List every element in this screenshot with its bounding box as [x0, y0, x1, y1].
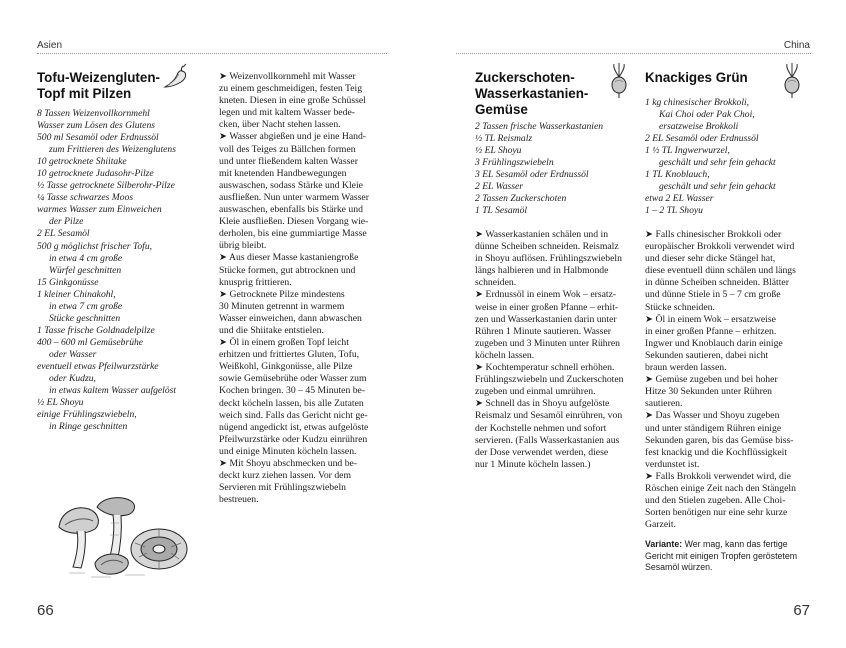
ingredient: 3 Frühlingszwiebeln [475, 157, 554, 169]
title-line: Gemüse [475, 102, 528, 117]
ingredient: 1 TL Sesamöl [475, 205, 528, 217]
instruction-line: Servieren mit Frühlingszwiebeln [219, 482, 346, 494]
ingredient: 500 g möglichst frischer Tofu, [37, 240, 153, 252]
instruction-line: Röschen einige Zeit nach den Stängeln [645, 482, 796, 494]
title-line: Topf mit Pilzen [37, 86, 132, 101]
instruction-line: schneiden. [475, 277, 517, 289]
instruction-line: ➤ Öl in einem großen Topf leicht [219, 337, 349, 349]
instruction-line: Stücke schneiden. [645, 301, 715, 313]
ingredient: 15 Ginkgonüsse [37, 276, 99, 288]
instruction-line: der Kochstelle nehmen und sofort [475, 422, 607, 434]
ingredient: 1 ½ TL Ingwerwurzel, [645, 145, 730, 157]
instruction-line: in einer großen Pfanne – erhitzen. [645, 325, 777, 337]
instruction-line: servieren. (Falls Wasserkastanien aus [475, 434, 620, 446]
ingredient: 2 EL Sesamöl oder Erdnussöl [645, 133, 759, 145]
radish-icon [782, 63, 802, 99]
instruction-line: und unter ständigem Rühren einige [645, 422, 782, 434]
title-line: Tofu-Weizengluten- [37, 70, 160, 85]
variant-text: Wer mag, kann das fertige [682, 539, 788, 549]
ingredient: 10 getrocknete Judasohr-Pilze [37, 168, 154, 180]
ingredient: 1 TL Knoblauch, [645, 169, 710, 181]
instructions [645, 229, 796, 531]
instruction-line: zugeben und 3 Minuten unter Rühren [475, 337, 621, 349]
instruction-line: ➤ Erdnussöl in einem Wok – ersatz- [475, 289, 617, 301]
instruction-line: derholen, bis eine gummiartige Masse [219, 228, 367, 240]
ingredient: 1 Tasse frische Goldnadelpilze [37, 324, 155, 336]
ingredient: Würfel geschnitten [49, 264, 122, 276]
ingredient: 500 ml Sesamöl oder Erdnussöl [37, 132, 159, 144]
running-head-rule [456, 53, 811, 54]
instruction-line: ➤ Mit Shoyu abschmecken und be- [219, 458, 358, 469]
title-line: Knackiges Grün [645, 70, 748, 85]
mushrooms-illustration [55, 493, 190, 581]
ingredient: ¼ Tasse schwarzes Moos [37, 192, 134, 204]
instruction-line: braun werden lassen. [645, 362, 727, 374]
instruction-line: nur 1 Minute köcheln lassen.) [475, 458, 591, 470]
instruction-line: köcheln lassen. [475, 349, 535, 361]
ingredient: geschält und sehr fein gehackt [659, 157, 776, 169]
instruction-line: Rühren 1 Minute sautieren. Wasser [475, 325, 611, 337]
instruction-line: diese eventuell dünn schälen und längs [645, 265, 796, 277]
instruction-line: ausfließen. Nun unter warmem Wasser [219, 191, 369, 203]
ingredient: 2 Tassen frische Wasserkastanien [475, 121, 604, 132]
instruction-line: Pfeilwurzstärke oder Kudzu einrühren [219, 433, 368, 445]
recipe-title [645, 70, 748, 86]
ingredient: ersatzweise Brokkoli [659, 121, 739, 133]
instruction-line: ➤ Öl in einem Wok – ersatzweise [645, 313, 776, 325]
instruction-line: knusprig frittieren. [219, 276, 292, 288]
instruction-line: auswaschen, ebenfalls bis Stärke und [219, 204, 363, 216]
instruction-line: voll des Teiges zu Bällchen formen [219, 143, 356, 155]
ingredient: 400 – 600 ml Gemüsebrühe [37, 336, 144, 348]
instruction-line: längs halbieren und in Halbmonde [475, 265, 609, 277]
instruction-line: Sorten benötigen nur eine sehr kurze [645, 507, 788, 519]
ingredient: in etwas kaltem Wasser aufgelöst [49, 385, 177, 397]
running-head-right: China [783, 40, 810, 51]
instruction-line: weich sind. Falls das Gericht nicht ge- [219, 409, 368, 421]
ingredient: der Pilze [49, 216, 84, 228]
instruction-line: legen und mit kaltem Wasser bede- [219, 107, 355, 119]
instruction-line: übrig bleibt. [219, 240, 267, 252]
instruction-line: Ingwer und Knoblauch darin einige [645, 337, 783, 349]
ingredient: geschält und sehr fein gehackt [659, 181, 776, 193]
instruction-line: Kleie ausfließen. Diesen Vorgang wie- [219, 216, 369, 228]
instruction-line: zen und Wasserkastanien darin unter [475, 313, 617, 325]
instruction-line: dünne Scheiben schneiden. Reismalz [475, 241, 619, 253]
variant-label: Variante: [645, 539, 683, 549]
instruction-line: fest knackig und die Kochflüssigkeit [645, 446, 788, 458]
instruction-line: bestreuen. [219, 494, 259, 506]
instruction-line: 30 Minuten getrennt in warmem [219, 300, 345, 312]
ingredient-list [475, 121, 603, 217]
ingredient: 8 Tassen Weizenvollkornmehl [37, 108, 150, 119]
instruction-line: deckt kurz ziehen lassen. Vor dem [219, 470, 351, 482]
ingredient: 1 kleiner Chinakohl, [37, 288, 116, 300]
instruction-line: in dünne Scheiben schneiden. Blätter [645, 277, 789, 289]
instructions [219, 71, 369, 506]
instruction-line: zu einem geschmeidigen, festen Teig [219, 83, 363, 95]
instruction-line: cken, über Nacht stehen lassen. [219, 119, 341, 131]
ingredient: ½ TL Reismalz [475, 133, 533, 145]
ingredient: eventuell etwas Pfeilwurzstärke [37, 360, 159, 372]
instruction-line: und dieser sehr dicke Stängel hat, [645, 253, 776, 265]
instruction-line: sautieren. [645, 398, 683, 410]
variant-line: Sesamöl würzen. [645, 562, 713, 573]
instruction-line: europäischer Brokkoli verwendet wird [645, 241, 795, 253]
ingredient: in etwa 4 cm große [49, 252, 123, 264]
ingredient: in Ringe geschnitten [49, 421, 128, 433]
ingredient: oder Wasser [49, 348, 97, 360]
page-number-left: 66 [37, 602, 54, 619]
ingredient: Kai Choi oder Pak Choi, [659, 109, 755, 121]
instruction-line: und die Shiitake entstielen. [219, 324, 324, 336]
ingredient: Wasser zum Lösen des Glutens [37, 120, 155, 132]
title-line: Wasserkastanien- [475, 86, 589, 101]
instruction-line: Kochen bringen. 30 – 45 Minuten be- [219, 385, 366, 397]
instruction-line: erhitzen und frittiertes Gluten, Tofu, [219, 349, 360, 361]
recipe-title [37, 70, 160, 102]
running-head-rule [37, 53, 387, 54]
instruction-line: sowie Gemüsebrühe oder Wasser zum [219, 373, 367, 385]
ingredient: einige Frühlingszwiebeln, [37, 409, 137, 421]
ingredient: warmes Wasser zum Einweichen [37, 204, 162, 216]
instruction-line: und unter fließendem kalten Wasser [219, 155, 358, 167]
instruction-line: Sekunden garen, bis das Gemüse biss- [645, 434, 794, 446]
instruction-line: ➤ Aus dieser Masse kastaniengroße [219, 252, 359, 264]
ingredient-list [645, 97, 776, 217]
chili-pepper-icon [161, 62, 191, 90]
instruction-line: und einige Minuten köcheln lassen. [219, 445, 357, 457]
ingredient: 3 EL Sesamöl oder Erdnussöl [475, 169, 589, 181]
right-page [423, 0, 846, 648]
instruction-line: ➤ Weizenvollkornmehl mit Wasser [219, 71, 356, 82]
ingredient: 2 EL Wasser [475, 181, 523, 193]
instruction-line: ➤ Schnell das in Shoyu aufgelöste [475, 398, 610, 410]
instruction-line: Garzeit. [645, 519, 676, 531]
ingredient: oder Kudzu, [49, 373, 96, 385]
ingredient: ½ EL Shoyu [37, 397, 84, 409]
instruction-line: kneten. Diesen in eine große Schüssel [219, 95, 366, 107]
instruction-line: mit knetenden Handbewegungen [219, 167, 347, 179]
instruction-line: Wasser einweichen, dann abwaschen [219, 312, 362, 324]
instruction-line: Stücke formen, gut abtrocknen und [219, 264, 356, 276]
recipe-title [475, 70, 588, 118]
instruction-line: weise in einer großen Pfanne – erhit- [475, 301, 619, 313]
instruction-line: Weißkohl, Ginkgonüsse, alle Pilze [219, 361, 353, 373]
instruction-line: zugeben und einmal umrühren. [475, 386, 596, 398]
ingredient: Stücke geschnitten [49, 312, 121, 324]
ingredient: 2 EL Sesamöl [37, 228, 90, 240]
instruction-line: deckt köcheln lassen, bis alle Zutaten [219, 397, 364, 409]
ingredient: etwa 2 EL Wasser [645, 193, 714, 205]
ingredient: 1 kg chinesischer Brokkoli, [645, 97, 750, 108]
instruction-line: nügend angedickt ist, etwas aufgelöste [219, 421, 369, 433]
ingredient: ½ EL Shoyu [475, 145, 522, 157]
ingredient: 10 getrocknete Shiitake [37, 156, 127, 168]
instruction-line: ➤ Gemüse zugeben und bei hoher [645, 374, 778, 386]
instruction-line: und dünne Stiele in 5 – 7 cm große [645, 289, 781, 301]
instruction-line: in Shoyu auflösen. Frühlingszwiebeln [475, 253, 622, 265]
instruction-line: ➤ Falls Brokkoli verwendet wird, die [645, 470, 791, 482]
instruction-line: ➤ Wasser abgießen und je eine Hand- [219, 131, 367, 143]
variant-note [645, 539, 797, 574]
instruction-line: der Dose verwendet werden, diese [475, 446, 609, 458]
instruction-line: Hitze 30 Sekunden unter Rühren [645, 386, 772, 398]
instruction-line: Frühlingszwiebeln und Zuckerschoten [475, 374, 624, 386]
instruction-line: ➤ Kochtemperatur schnell erhöhen. [475, 362, 615, 374]
instruction-line: Reismalz und Sesamöl einrühren, von [475, 410, 623, 422]
instruction-line: ➤ Das Wasser und Shoyu zugeben [645, 410, 780, 422]
title-line: Zuckerschoten- [475, 70, 575, 85]
instruction-line: verdunstet ist. [645, 458, 700, 470]
instruction-line: Sekunden sautieren, dabei nicht [645, 349, 769, 361]
variant-line: Gericht mit einigen Tropfen geröstetem [645, 550, 798, 561]
instruction-line: ➤ Getrocknete Pilze mindestens [219, 288, 345, 300]
instructions [475, 229, 624, 471]
ingredient: zum Frittieren des Weizenglutens [49, 144, 176, 156]
ingredient-list [37, 108, 176, 433]
ingredient: in etwa 7 cm große [49, 300, 123, 312]
instruction-line: und den Stielen zugeben. Alle Choi- [645, 495, 786, 507]
instruction-line: ➤ Wasserkastanien schälen und in [475, 229, 609, 240]
instruction-line: auswaschen, sodass Stärke und Kleie [219, 179, 363, 191]
ingredient: ½ Tasse getrocknete Silberohr-Pilze [37, 180, 175, 192]
radish-icon [609, 63, 629, 99]
variant-line [645, 539, 797, 551]
ingredient: 2 Tassen Zuckerschoten [475, 193, 567, 205]
ingredient: 1 – 2 TL Shoyu [645, 205, 703, 217]
instruction-line: ➤ Falls chinesischer Brokkoli oder [645, 229, 782, 240]
running-head-left: Asien [37, 40, 63, 51]
page-number-right: 67 [793, 602, 810, 619]
